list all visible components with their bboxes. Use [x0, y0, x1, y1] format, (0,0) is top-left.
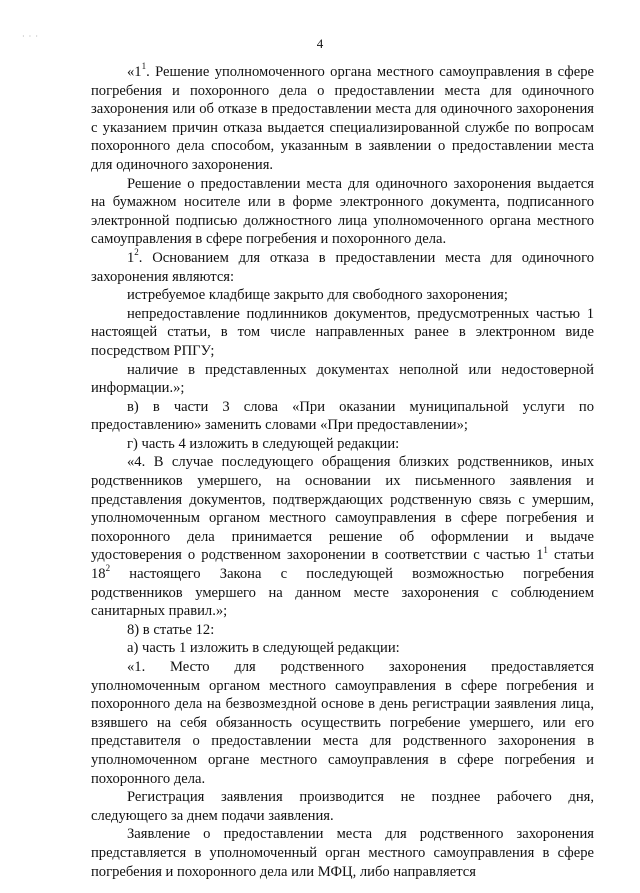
paragraph [91, 788, 594, 825]
text-run: в) в части 3 слова «При оказании муниципальной услуги по предоставлению» заменить словами «При предоставлении»; [91, 398, 594, 434]
superscript: 2 [134, 247, 139, 258]
text-run: истребуемое кладбище закрыто для свободного захоронения; [127, 287, 508, 304]
text-run: . Решение уполномоченного органа местного самоуправления в сфере погребения и похоронного дела о предоставлении места для одиночного захоронения или об отказе в предоставлении места для одиночного захоронения с указанием причин отказа выдается специализированной службе по вопросам похоронного дела способом, указанным в заявлении о предоставлении места для одиночного захоронения. [91, 64, 594, 173]
text-run: «1 [127, 64, 142, 80]
superscript: 1 [543, 544, 548, 555]
paragraph [91, 621, 594, 640]
text-run: 1 [127, 249, 135, 266]
paragraph [91, 453, 594, 620]
paragraph [91, 361, 594, 398]
text-run: Решение о предоставлении места для одиночного захоронения выдается на бумажном носителе или в форме электронного документа, подписанного электронной подписью должностного лица уполномоченного органа местного самоуправления в сфере погребения и похоронного дела. [91, 175, 594, 248]
paragraph [91, 175, 594, 249]
paragraph [91, 639, 594, 658]
text-run: статьи 18 [91, 547, 594, 583]
text-run: г) часть 4 изложить в следующей редакции: [127, 435, 400, 452]
paragraph [91, 305, 594, 361]
superscript: 1 [141, 61, 147, 72]
text-run: . Основанием для отказа в предоставлении места для одиночного захоронения являются: [91, 249, 594, 285]
superscript: 2 [105, 563, 111, 574]
text-run: а) часть 1 изложить в следующей редакции: [127, 640, 400, 657]
paragraph [91, 398, 594, 435]
text-run: Заявление о предоставлении места для родственного захоронения представляется в уполномоченный орган местного самоуправления в сфере погребения и похоронного дела или МФЦ, либо направляется [91, 826, 594, 880]
paragraph [91, 825, 594, 881]
scan-corner-mark: · · · [22, 32, 39, 41]
text-run: «1. Место для родственного захоронения предоставляется уполномоченным органом местного самоуправления в сфере погребения и похоронного дела на безвозмездной основе в день регистрации заявления лица, взявшего на себя обязанность осуществить погребение умершего, или его представителя о предоставлении места для родственного захоронения в уполномоченном органе местного самоуправления в сфере погребения и похоронного дела. [91, 659, 594, 787]
paragraph [91, 658, 594, 788]
text-run: непредоставление подлинников документов, предусмотренных частью 1 настоящей статьи, в том числе направленных ранее в электронном виде посредством РПГУ; [91, 305, 594, 359]
document-body [91, 63, 594, 881]
text-run: «4. В случае последующего обращения близких родственников, иных родственников умершего, на основании их письменного заявления и представления документов, подтверждающих родственную связь с умершим, уполномоченным органом местного самоуправления в сфере погребения и похоронного дела принимается решение об оформлении и выдаче удостоверения о родственном захоронении в соответствии с частью 1 [91, 454, 594, 564]
paragraph [91, 435, 594, 454]
page-number: 4 [316, 36, 324, 51]
text-run: настоящего Закона с последующей возможностью погребения родственников умершего на данном месте захоронения с соблюдением санитарных правил.»; [91, 566, 594, 620]
paragraph [91, 63, 594, 175]
text-run: наличие в представленных документах неполной или недостоверной информации.»; [91, 361, 594, 397]
paragraph [91, 249, 594, 286]
text-run: 8) в статье 12: [127, 621, 215, 638]
paragraph [91, 286, 594, 305]
text-run: Регистрация заявления производится не позднее рабочего дня, следующего за днем подачи заявления. [91, 789, 594, 824]
